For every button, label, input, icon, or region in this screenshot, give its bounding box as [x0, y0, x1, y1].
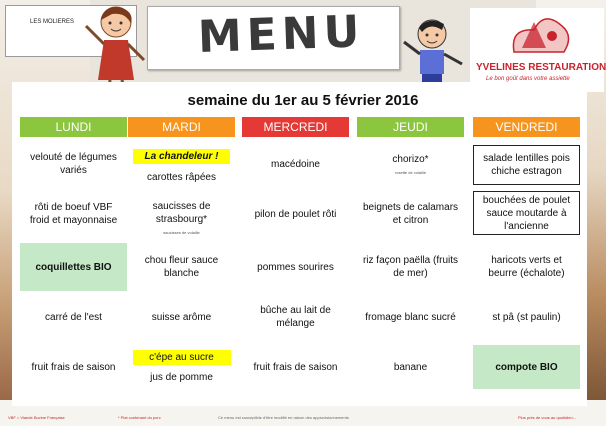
- menu-item-note: saucisses de volaille: [163, 229, 200, 235]
- menu-item-group: [357, 139, 464, 189]
- menu-item: carré de l'est: [45, 311, 102, 323]
- menu-item-bio: compote BIO: [473, 345, 580, 389]
- yvelines-restauration-logo: [470, 8, 604, 92]
- menu-item-group: [128, 343, 235, 391]
- menu-item-group: [128, 191, 235, 243]
- chef-hat-icon: [504, 8, 574, 60]
- day-column-vendredi: [473, 117, 580, 404]
- day-header: LUNDI: [20, 117, 127, 137]
- week-heading: semaine du 1er au 5 février 2016: [187, 92, 419, 109]
- menu-item: rôti de boeuf VBF froid et mayonnaise: [29, 202, 118, 226]
- chandeleur-tag: La chandeleur !: [133, 149, 231, 164]
- school-label: LES MOLIERES: [30, 19, 75, 25]
- menu-item: pilon de poulet rôti: [254, 208, 337, 220]
- menu-item: pommes sourires: [257, 261, 334, 273]
- menu-title: MENU: [197, 6, 366, 63]
- footer-end: Plus près de vous au quotidien...: [518, 415, 577, 420]
- menu-item-group: [128, 143, 235, 189]
- crepe-tag: c'épe au sucre: [133, 350, 231, 365]
- menu-item: haricots verts et beurre (échalote): [488, 255, 565, 279]
- menu-item: riz façon paëlla (fruits de mer): [362, 255, 459, 279]
- menu-item: jus de pomme: [150, 372, 213, 383]
- day-header: JEUDI: [357, 117, 464, 137]
- day-column-jeudi: [357, 117, 464, 404]
- menu-item: carottes râpées: [147, 171, 216, 183]
- menu-item: fromage blanc sucré: [365, 311, 456, 323]
- day-column-mercredi: [242, 117, 349, 404]
- menu-item: bouchées de poulet sauce moutarde à l'ancienne: [473, 191, 580, 235]
- menu-item-bio: coquillettes BIO: [20, 243, 127, 291]
- menu-item: fruit frais de saison: [253, 361, 338, 373]
- day-header: VENDREDI: [473, 117, 580, 137]
- menu-item-note: rosette de volaille: [394, 170, 427, 175]
- menu-item: suisse arôme: [151, 311, 212, 323]
- menu-title-box: [147, 6, 400, 70]
- menu-item: salade lentilles pois chiche estragon: [473, 145, 580, 185]
- menu-item: beignets de calamars et citron: [362, 202, 459, 226]
- footer-vbf: VBF = Viande Bovine Française: [8, 415, 65, 420]
- day-header: MERCREDI: [242, 117, 349, 137]
- menu-item: chorizo*: [392, 154, 429, 165]
- footer-pork: * Plat contenant du porc: [118, 415, 161, 420]
- menu-item: macédoine: [271, 158, 320, 170]
- menu-item: bûche au lait de mélange: [260, 305, 331, 329]
- menu-item: banane: [393, 361, 428, 373]
- menu-item: fruit frais de saison: [31, 361, 116, 373]
- menu-item: chou fleur sauce blanche: [144, 255, 219, 279]
- logo-name: YVELINES RESTAURATION: [476, 62, 606, 73]
- day-column-lundi: [20, 117, 127, 404]
- menu-item: saucisses de strasbourg*: [152, 200, 211, 225]
- day-header: MARDI: [128, 117, 235, 137]
- day-column-mardi: [128, 117, 235, 404]
- footer-notice: Ce menu est susceptible d'être modifié en raison des approvisionnements: [218, 415, 349, 420]
- logo-tagline: Le bon goût dans votre assiette: [486, 76, 570, 82]
- menu-item: velouté de légumes variés: [30, 152, 117, 176]
- menu-item: st pâ (st paulin): [492, 311, 561, 323]
